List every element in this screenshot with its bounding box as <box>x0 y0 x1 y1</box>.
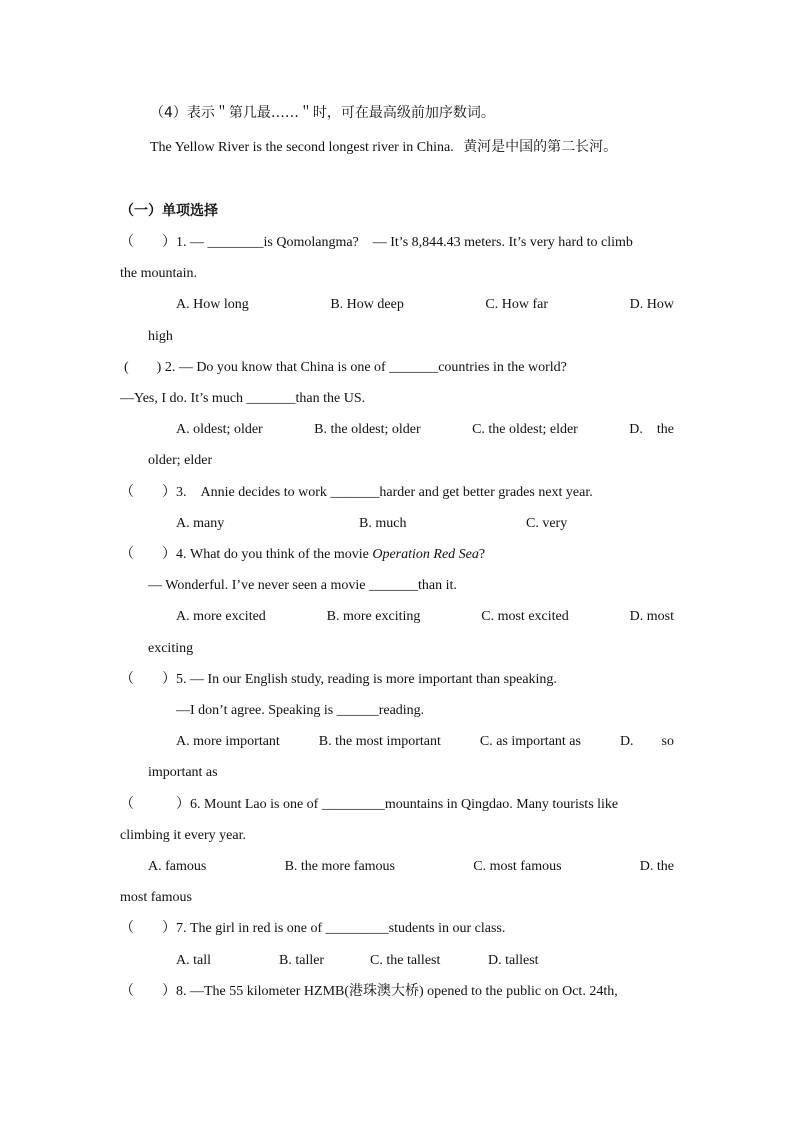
option-b: B. the more famous <box>284 859 395 874</box>
question-5: （ ）5. — In our English study, reading is more important than speaking. <box>120 672 557 687</box>
option-a: A. more excited <box>176 609 266 624</box>
question-1: （ ）1. — ________is Qomolangma? — It’s 8,844.43 meters. It’s very hard to climb <box>120 235 633 250</box>
option-b: B. more exciting <box>326 609 421 624</box>
option-d: D. the <box>639 859 674 874</box>
option-a: A. How long <box>176 297 249 312</box>
question-1-continued: the mountain. <box>120 266 197 281</box>
option-c: C. the oldest; elder <box>472 422 578 437</box>
example-english: The Yellow River is the second longest river in China. <box>150 140 454 155</box>
option-d: D. so <box>619 734 674 749</box>
example-sentence <box>150 138 617 157</box>
question-2-continued: —Yes, I do. It’s much _______than the US. <box>120 391 366 406</box>
option-b: B. taller <box>279 953 325 968</box>
option-c: C. most excited <box>481 609 569 624</box>
question-6: （ ）6. Mount Lao is one of _________mountains in Qingdao. Many tourists like <box>120 797 619 812</box>
grammar-rule: （4）表示＂第几最……＂时，可在最高级前加序数词。 <box>150 105 495 121</box>
option-d: D. most <box>629 609 674 624</box>
option-d: D. tallest <box>488 953 539 968</box>
question-7: （ ）7. The girl in red is one of _________students in our class. <box>120 921 506 936</box>
option-a: A. more important <box>176 734 280 749</box>
option-b: B. the oldest; older <box>314 422 421 437</box>
option-d: D. the <box>629 422 674 437</box>
question-6-option-wrap: most famous <box>120 890 192 905</box>
option-c: C. most famous <box>473 859 562 874</box>
option-a: A. oldest; older <box>176 422 263 437</box>
option-c: C. How far <box>485 297 549 312</box>
question-8: （ ）8. —The 55 kilometer HZMB(港珠澳大桥) opened to the public on Oct. 24th, <box>120 984 618 999</box>
option-a: A. famous <box>148 859 207 874</box>
section-title: （一）单项选择 <box>120 203 218 219</box>
example-chinese: 黄河是中国的第二长河。 <box>463 139 618 155</box>
question-6-options <box>148 858 674 876</box>
question-4-options <box>176 608 674 626</box>
question-3-options <box>176 515 567 533</box>
question-7-options <box>176 952 539 970</box>
question-2: ( ) 2. — Do you know that China is one of _______countries in the world? <box>124 360 567 375</box>
movie-title: Operation Red Sea <box>372 547 479 562</box>
option-a: A. tall <box>176 953 211 968</box>
option-d: D. How <box>629 297 674 312</box>
question-1-options <box>176 296 674 314</box>
question-3: （ ）3. Annie decides to work _______harder and get better grades next year. <box>120 485 593 500</box>
option-a: A. many <box>176 516 225 531</box>
question-5-options <box>176 733 674 751</box>
option-b: B. How deep <box>330 297 404 312</box>
question-2-options <box>176 421 674 439</box>
question-4 <box>120 546 485 564</box>
question-1-option-wrap: high <box>148 329 173 344</box>
question-5-option-wrap: important as <box>148 765 218 780</box>
option-b: B. the most important <box>318 734 441 749</box>
option-c: C. the tallest <box>370 953 441 968</box>
question-4-continued: — Wonderful. I’ve never seen a movie _______than it. <box>148 578 457 593</box>
question-4-text: （ ）4. What do you think of the movie <box>120 547 373 562</box>
question-5-continued: —I don’t agree. Speaking is ______reading. <box>176 703 425 718</box>
option-b: B. much <box>359 516 407 531</box>
option-c: C. very <box>526 516 568 531</box>
question-6-continued: climbing it every year. <box>120 828 246 843</box>
option-c: C. as important as <box>479 734 581 749</box>
question-2-option-wrap: older; elder <box>148 453 213 468</box>
question-4-mark: ? <box>478 547 486 562</box>
question-4-option-wrap: exciting <box>148 641 194 656</box>
